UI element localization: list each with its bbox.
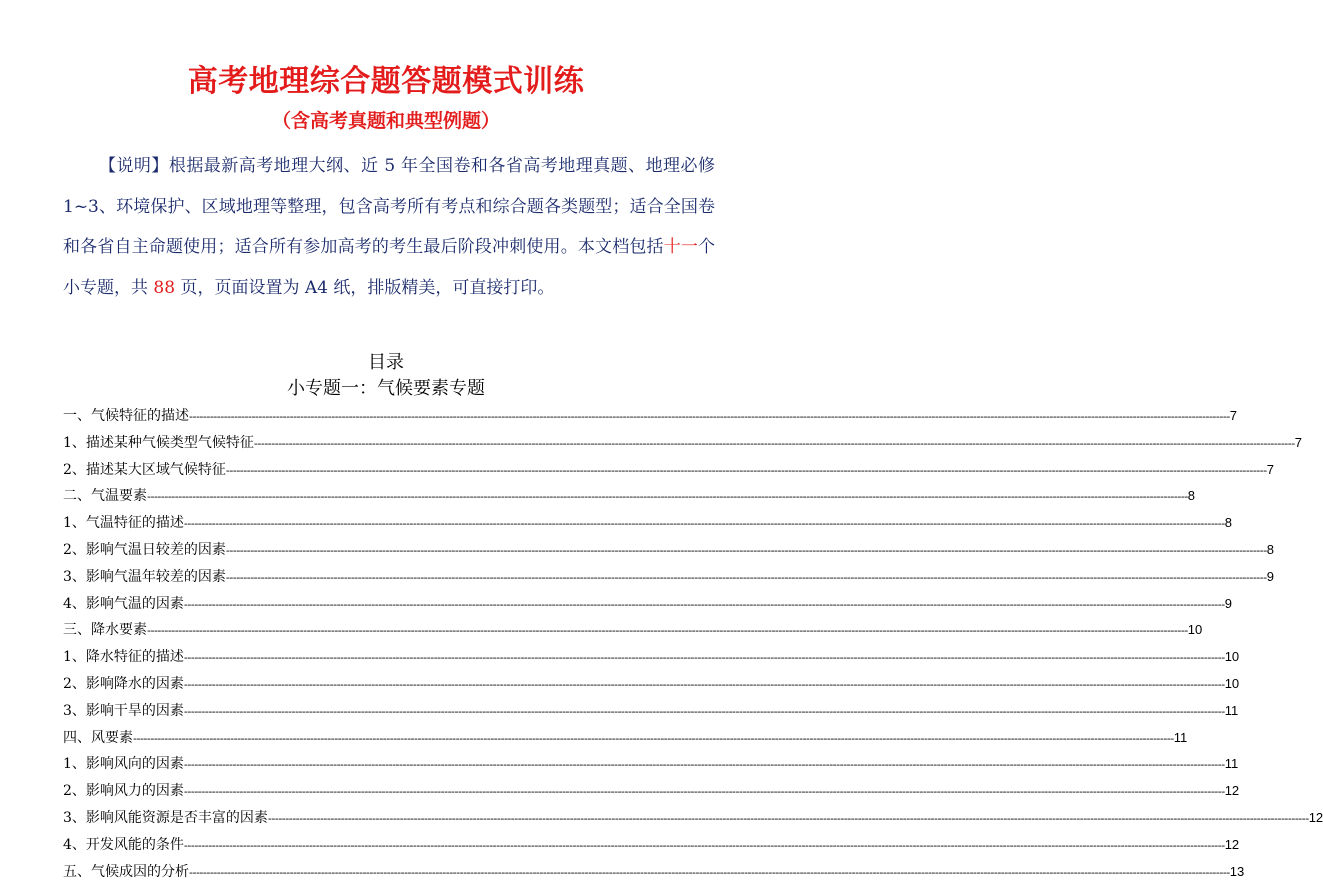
description-text-mid: 个小专题，共 <box>63 237 716 298</box>
toc-entry-page: 11 <box>1224 702 1239 718</box>
toc-leader-dashes: ------------------------------------------------------------------------------------------------------------------------------------------------------------------------------------------------------------------------------------------------------------------------------------------------------------ <box>183 785 1225 799</box>
toc-entry[interactable] <box>63 432 1302 459</box>
toc-entry-page: 10 <box>1224 675 1240 691</box>
toc-entry-page: 10 <box>1224 649 1240 665</box>
toc-leader-dashes: ------------------------------------------------------------------------------------------------------------------------------------------------------------------------------------------------------------------------------------------------------------------------------------------------------------ <box>253 436 1295 450</box>
toc-leader-dashes: ------------------------------------------------------------------------------------------------------------------------------------------------------------------------------------------------------------------------------------------------------------------------------------------------------------ <box>147 490 1188 504</box>
toc-leader-dashes: ------------------------------------------------------------------------------------------------------------------------------------------------------------------------------------------------------------------------------------------------------------------------------------------------------------ <box>267 811 1309 825</box>
toc-leader-dashes: ------------------------------------------------------------------------------------------------------------------------------------------------------------------------------------------------------------------------------------------------------------------------------------------------------------ <box>147 624 1188 638</box>
toc-entry-label: 1、降水特征的描述 <box>63 649 184 666</box>
toc-entry-page: 7 <box>1229 408 1238 423</box>
toc-entry-label: 4、影响气温的因素 <box>63 595 184 612</box>
toc-entry-page: 8 <box>1187 488 1196 504</box>
toc-entry-page: 9 <box>1224 595 1232 611</box>
toc-leader-dashes: ------------------------------------------------------------------------------------------------------------------------------------------------------------------------------------------------------------------------------------------------------------------------------------------------------------ <box>225 570 1267 584</box>
toc-entry-label: 3、影响气温年较差的因素 <box>63 568 226 585</box>
description-paragraph <box>63 146 715 308</box>
page-count: 88 <box>153 277 176 298</box>
toc-leader-dashes: ------------------------------------------------------------------------------------------------------------------------------------------------------------------------------------------------------------------------------------------------------------------------------------------------------------ <box>189 865 1230 879</box>
toc-entry[interactable] <box>63 459 1274 486</box>
toc-entry-page: 12 <box>1308 809 1323 825</box>
toc-entry-label: 2、描述某大区域气候特征 <box>63 461 226 478</box>
toc-entry[interactable] <box>63 405 1238 432</box>
toc-leader-dashes: ------------------------------------------------------------------------------------------------------------------------------------------------------------------------------------------------------------------------------------------------------------------------------------------------------------ <box>189 410 1230 423</box>
toc-leader-dashes: ------------------------------------------------------------------------------------------------------------------------------------------------------------------------------------------------------------------------------------------------------------------------------------------------------------ <box>225 543 1267 557</box>
toc-entry-page: 10 <box>1187 622 1203 638</box>
toc-entry-label: 4、开发风能的条件 <box>63 836 184 853</box>
toc-leader-dashes: ------------------------------------------------------------------------------------------------------------------------------------------------------------------------------------------------------------------------------------------------------------------------------------------------------------ <box>183 517 1225 531</box>
toc-entry-page: 7 <box>1266 461 1274 477</box>
toc-entry-page: 13 <box>1229 863 1245 879</box>
toc-entry[interactable] <box>63 593 1232 620</box>
description-text: 【说明】根据最新高考地理大纲、近 5 年全国卷和各省高考地理真题、地理必修 1~3、环境保护、区域地理等整理，包含高考所有考点和综合题各类题型；适合全国卷和各省自主命题使用；适合所有参加高考的考生最后阶段冲刺使用。本文档包括 <box>63 156 715 257</box>
toc-entry-label: 1、气温特征的描述 <box>63 515 184 532</box>
toc-leader-dashes: ------------------------------------------------------------------------------------------------------------------------------------------------------------------------------------------------------------------------------------------------------------------------------------------------------------ <box>183 838 1225 852</box>
document-title: 高考地理综合题答题模式训练 <box>187 64 585 99</box>
toc-entry[interactable] <box>63 673 1240 700</box>
toc-leader-dashes: ------------------------------------------------------------------------------------------------------------------------------------------------------------------------------------------------------------------------------------------------------------------------------------------------------------ <box>183 704 1225 718</box>
toc-entry-page: 8 <box>1266 541 1274 557</box>
toc-entry[interactable] <box>63 539 1274 566</box>
toc-heading: 目录 <box>368 352 404 373</box>
toc-entry[interactable] <box>63 861 1245 888</box>
toc-leader-dashes: ------------------------------------------------------------------------------------------------------------------------------------------------------------------------------------------------------------------------------------------------------------------------------------------------------------ <box>183 651 1225 665</box>
toc-entry-label: 3、影响风能资源是否丰富的因素 <box>63 809 268 826</box>
toc-entry[interactable] <box>63 753 1239 780</box>
toc-entry[interactable] <box>63 807 1323 834</box>
toc-entry-page: 11 <box>1173 729 1188 745</box>
toc-entry-label: 3、影响干旱的因素 <box>63 702 184 719</box>
toc-entry-label: 2、影响风力的因素 <box>63 783 184 800</box>
toc-entry-label: 五、气候成因的分析 <box>63 863 189 880</box>
toc-leader-dashes: ------------------------------------------------------------------------------------------------------------------------------------------------------------------------------------------------------------------------------------------------------------------------------------------------------------ <box>225 463 1267 477</box>
table-of-contents <box>63 405 1323 887</box>
toc-entry[interactable] <box>63 619 1203 646</box>
toc-entry[interactable] <box>63 834 1240 861</box>
toc-entry-page: 12 <box>1224 836 1240 852</box>
toc-entry-page: 12 <box>1224 783 1240 799</box>
toc-entry-page: 9 <box>1266 568 1274 584</box>
toc-section-title: 小专题一：气候要素专题 <box>287 378 485 399</box>
toc-entry-label: 1、描述某种气候类型气候特征 <box>63 434 254 451</box>
toc-leader-dashes: ------------------------------------------------------------------------------------------------------------------------------------------------------------------------------------------------------------------------------------------------------------------------------------------------------------ <box>183 758 1225 772</box>
toc-entry[interactable] <box>63 485 1196 512</box>
toc-entry-page: 8 <box>1224 515 1232 531</box>
toc-entry[interactable] <box>63 727 1188 754</box>
toc-entry[interactable] <box>63 566 1274 593</box>
toc-entry-label: 2、影响降水的因素 <box>63 675 184 692</box>
toc-entry-label: 二、气温要素 <box>63 488 147 505</box>
toc-entry[interactable] <box>63 780 1240 807</box>
toc-entry[interactable] <box>63 700 1239 727</box>
toc-entry-label: 一、气候特征的描述 <box>63 408 189 424</box>
toc-entry[interactable] <box>63 646 1240 673</box>
toc-entry[interactable] <box>63 512 1232 539</box>
toc-entry-page: 7 <box>1294 434 1302 450</box>
toc-entry-label: 三、降水要素 <box>63 622 147 639</box>
topic-count: 十一 <box>663 237 699 257</box>
description-text-end: 页，页面设置为 A4 纸，排版精美，可直接打印。 <box>175 277 555 298</box>
toc-entry-label: 四、风要素 <box>63 729 133 746</box>
toc-entry-label: 2、影响气温日较差的因素 <box>63 541 226 558</box>
toc-leader-dashes: ------------------------------------------------------------------------------------------------------------------------------------------------------------------------------------------------------------------------------------------------------------------------------------------------------------ <box>183 677 1225 691</box>
toc-entry-page: 11 <box>1224 756 1239 772</box>
toc-leader-dashes: ------------------------------------------------------------------------------------------------------------------------------------------------------------------------------------------------------------------------------------------------------------------------------------------------------------ <box>183 597 1225 611</box>
document-subtitle: （含高考真题和典型例题） <box>271 110 500 132</box>
toc-entry-label: 1、影响风向的因素 <box>63 756 184 773</box>
toc-leader-dashes: ------------------------------------------------------------------------------------------------------------------------------------------------------------------------------------------------------------------------------------------------------------------------------------------------------------ <box>133 731 1174 745</box>
